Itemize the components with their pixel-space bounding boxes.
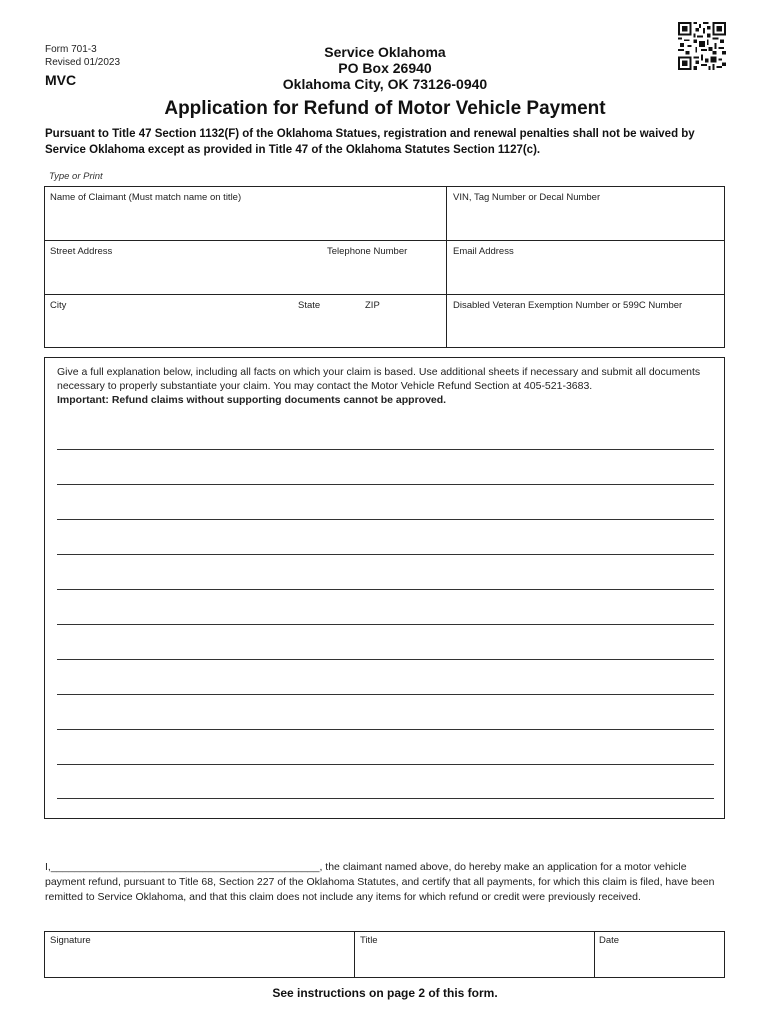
zip-label: ZIP <box>365 300 380 311</box>
vin-field[interactable] <box>447 187 724 241</box>
email-label: Email Address <box>453 246 514 257</box>
agency-city: Oklahoma City, OK 73126-0940 <box>282 76 488 92</box>
street-address-label: Street Address <box>50 246 113 257</box>
important-notice: Important: Refund claims without supporting documents cannot be approved. <box>57 394 447 406</box>
street-address-field[interactable] <box>45 241 447 295</box>
claimant-name-field[interactable] <box>45 187 447 241</box>
writing-line[interactable] <box>57 764 714 765</box>
date-label: Date <box>599 935 620 946</box>
writing-line[interactable] <box>57 798 714 799</box>
cert-prefix: I, <box>45 861 51 873</box>
writing-line[interactable] <box>57 694 714 695</box>
title-field[interactable] <box>355 932 595 977</box>
email-field[interactable] <box>447 241 724 295</box>
veteran-exemption-field[interactable] <box>447 295 724 347</box>
form-meta <box>45 43 120 69</box>
qr-code-icon <box>678 22 726 70</box>
agency-address <box>200 44 570 92</box>
writing-line[interactable] <box>57 484 714 485</box>
signature-field[interactable] <box>45 932 355 977</box>
form-number: Form 701-3 <box>45 44 97 55</box>
certification-statement <box>45 860 725 905</box>
claimant-name-blank[interactable]: ______________________________________________ <box>50 861 320 873</box>
claimant-info-grid <box>44 186 725 348</box>
agency-po-box: PO Box 26940 <box>338 60 432 76</box>
date-field[interactable] <box>595 932 724 977</box>
writing-line[interactable] <box>57 449 714 450</box>
writing-line[interactable] <box>57 589 714 590</box>
page-title: Application for Refund of Motor Vehicle Payment <box>164 98 606 119</box>
veteran-exemption-label: Disabled Veteran Exemption Number or 599C Number <box>453 300 683 311</box>
writing-line[interactable] <box>57 554 714 555</box>
signature-label: Signature <box>50 935 91 946</box>
vin-label: VIN, Tag Number or Decal Number <box>453 192 601 203</box>
explanation-instructions <box>57 365 707 407</box>
telephone-label: Telephone Number <box>327 246 408 257</box>
writing-line[interactable] <box>57 729 714 730</box>
explanation-box[interactable] <box>44 357 725 819</box>
claimant-name-label: Name of Claimant (Must match name on title) <box>50 192 242 203</box>
state-label: State <box>298 300 321 311</box>
writing-line[interactable] <box>57 519 714 520</box>
agency-name: Service Oklahoma <box>324 44 446 60</box>
title-label: Title <box>360 935 378 946</box>
writing-line[interactable] <box>57 624 714 625</box>
statute-notice: Pursuant to Title 47 Section 1132(F) of the Oklahoma Statues, registration and renewal penalties shall not be waived by Service Oklahoma except as provided in Title 47 of the Oklahoma Statutes Section 1127(c). <box>45 128 695 156</box>
signature-grid <box>44 931 725 978</box>
cert-text: , the claimant named above, do hereby make an application for a motor vehicle payment refund, pursuant to Title 68, Section 227 of the Oklahoma Statutes, and certify that all payments, for which this claim is filed, have been remitted to Service Oklahoma, and that this claim does not include any items for which refund or credit were previously received. <box>45 861 715 903</box>
footer-note: See instructions on page 2 of this form. <box>272 986 498 1000</box>
division-code: MVC <box>45 72 77 88</box>
type-or-print-note: Type or Print <box>49 171 103 182</box>
city-label: City <box>50 300 67 311</box>
writing-line[interactable] <box>57 659 714 660</box>
explanation-instructions-text: Give a full explanation below, including all facts on which your claim is based. Use additional sheets if necessary and submit all documents necessary to properly substantiate your claim. You may contact the Motor Vehicle Refund Section at 405-521-3683. <box>57 366 701 392</box>
revised-date: Revised 01/2023 <box>45 57 121 68</box>
city-state-zip-field[interactable] <box>45 295 447 347</box>
